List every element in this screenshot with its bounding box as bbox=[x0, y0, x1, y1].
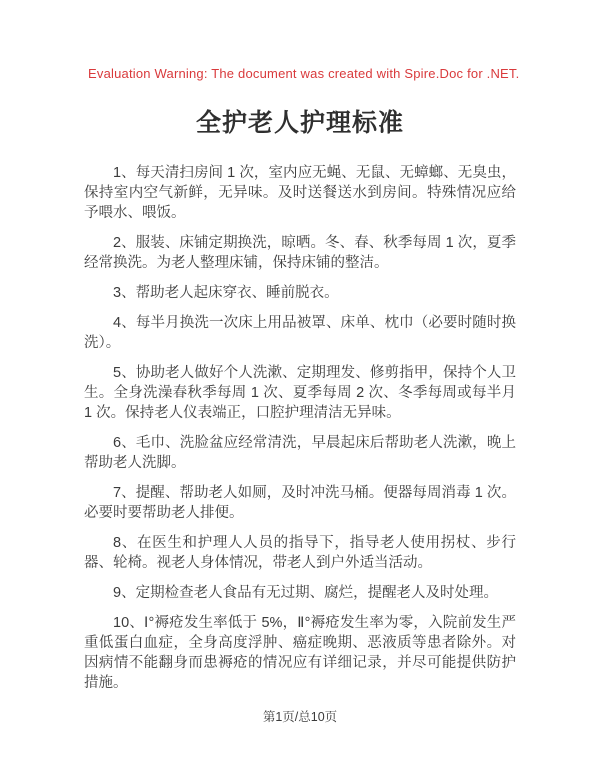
care-standard-item: 4、每半月换洗一次床上用品被罩、床单、枕巾（必要时随时换洗）。 bbox=[84, 315, 516, 351]
document-title: 全护老人护理标准 bbox=[195, 110, 404, 137]
care-standard-item: 10、Ⅰ°褥疮发生率低于 5%，Ⅱ°褥疮发生率为零，入院前发生严重低蛋白血症，全身高度浮肿、癌症晚期、恶液质等患者除外。对因病情不能翻身而患褥疮的情况应有详细记录，并尽可能提供防护措施。 bbox=[84, 615, 516, 691]
care-standard-item: 2、服装、床铺定期换洗，晾晒。冬、春、秋季每周 1 次，夏季经常换洗。为老人整理床铺，保持床铺的整洁。 bbox=[84, 235, 516, 271]
evaluation-watermark: Evaluation Warning: The document was created with Spire.Doc for .NET. bbox=[88, 66, 520, 81]
page-number-footer: 第1页/总10页 bbox=[262, 710, 338, 724]
care-standard-item: 3、帮助老人起床穿衣、睡前脱衣。 bbox=[113, 285, 339, 301]
care-standard-item: 9、定期检查老人食品有无过期、腐烂，提醒老人及时处理。 bbox=[113, 585, 499, 601]
care-standard-item: 8、在医生和护理人人员的指导下，指导老人使用拐杖、步行器、轮椅。视老人身体情况，带老人到户外适当活动。 bbox=[84, 535, 516, 571]
care-standard-item: 1、每天清扫房间 1 次，室内应无蝇、无鼠、无蟑螂、无臭虫，保持室内空气新鲜，无异味。及时送餐送水到房间。特殊情况应给予喂水、喂饭。 bbox=[84, 165, 516, 221]
care-standard-item: 7、提醒、帮助老人如厕，及时冲洗马桶。便器每周消毒 1 次。必要时要帮助老人排便。 bbox=[84, 485, 516, 521]
document-body bbox=[84, 163, 516, 693]
care-standard-item: 6、毛巾、洗脸盆应经常清洗，早晨起床后帮助老人洗漱，晚上帮助老人洗脚。 bbox=[84, 435, 516, 471]
care-standard-item: 5、协助老人做好个人洗漱、定期理发、修剪指甲，保持个人卫生。全身洗澡春秋季每周 1 次、夏季每周 2 次、冬季每周或每半月 1 次。保持老人仪表端正，口腔护理清洁无异味。 bbox=[84, 365, 516, 421]
